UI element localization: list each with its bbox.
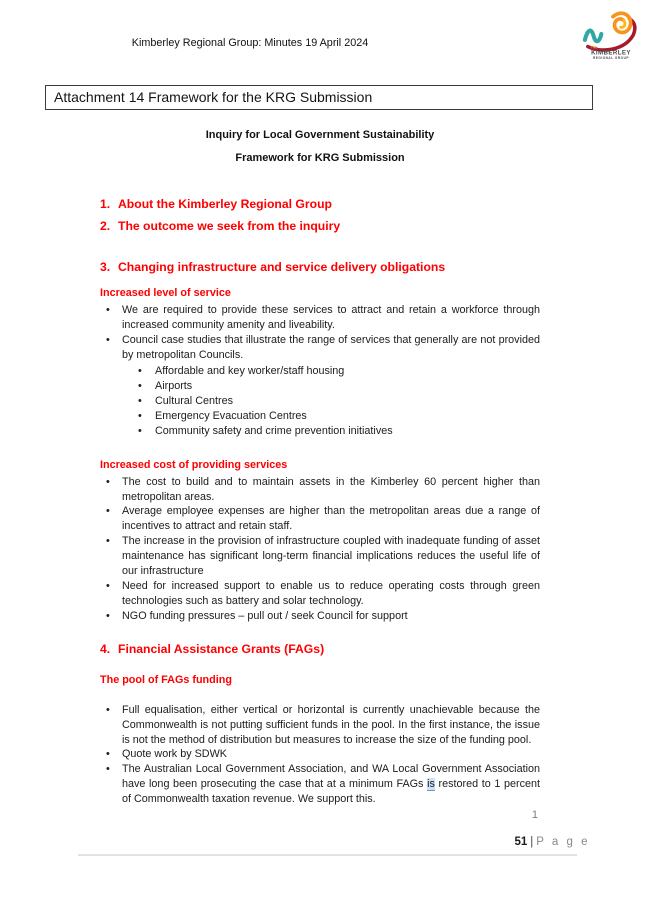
doc-title-line1: Inquiry for Local Government Sustainability (205, 129, 435, 141)
logo-kimberley-label: KIMBERLEY (591, 49, 631, 57)
logo-regional-group-label: REGIONAL GROUP (593, 56, 629, 61)
footer-separator: | (530, 836, 534, 848)
list-item: • NGO funding pressures – pull out / seek Council for support (100, 609, 540, 624)
toc-item-1 (100, 193, 540, 215)
inner-page-number: 1 (531, 809, 538, 822)
header-title: Kimberley Regional Group: Minutes 19 April 2024 (131, 37, 369, 49)
list-item: • Need for increased support to enable us to reduce operating costs through green technologies such as battery and solar technology. (100, 579, 540, 609)
list-item: • Average employee expenses are higher than the metropolitan areas due a range of incentives to attract and retain staff. (100, 504, 540, 534)
document-titles (100, 129, 540, 164)
list-item (100, 762, 540, 807)
footer-page-label (390, 836, 590, 848)
list-item: • Full equalisation, either vertical or horizontal is currently unachievable because the Commonwealth is not putting sufficient funds in the pool. In the first instance, the issue is not the method of distribution but measures to increase the size of the funding pool. (100, 703, 540, 748)
bullet-list-fags (100, 703, 540, 807)
logo-swirl-icon (585, 13, 635, 50)
toc-item-2-title: The outcome we seek from the inquiry (118, 219, 341, 233)
attachment-banner: Attachment 14 Framework for the KRG Submission (45, 85, 593, 110)
sub-list-item: • Affordable and key worker/staff housing (122, 364, 540, 379)
list-item-text: Council case studies that illustrate the range of services that generally are not provided by metropolitan Councils. (122, 333, 540, 361)
subheading-increased-cost-of-services: Increased cost of providing services (100, 458, 288, 471)
toc-item-1-number: 1. (100, 197, 111, 211)
bullet-list-level-of-service (100, 303, 540, 439)
footer-divider (78, 854, 577, 856)
list-item (100, 333, 540, 439)
doc-title-line2: Framework for KRG Submission (235, 152, 405, 164)
sub-list-item: • Community safety and crime prevention initiatives (122, 424, 540, 439)
bullet-list-cost-of-services (100, 475, 540, 624)
sub-list-item: • Airports (122, 379, 540, 394)
toc-item-1-title: About the Kimberley Regional Group (118, 197, 332, 211)
list-item-text-after: restored to 1 percent of Commonwealth taxation revenue. We support this. (122, 778, 540, 806)
footer-page-word: P a g e (536, 836, 590, 848)
sub-bullet-list-services (122, 364, 540, 439)
toc-item-2 (100, 215, 540, 237)
list-item: • The increase in the provision of infrastructure coupled with inadequate funding of asset maintenance has significant long-term financial implications reduces the useful life of our infrastructure (100, 534, 540, 579)
list-item: • Quote work by SDWK (100, 747, 540, 762)
list-item-text-before: The Australian Local Government Association, and WA Local Government Association have long been prosecuting the case that at a minimum FAGs (122, 763, 540, 791)
grammar-marked-word: is (427, 778, 435, 791)
subheading-increased-level-of-service: Increased level of service (100, 287, 231, 299)
section-4-number: 4. (100, 641, 111, 656)
section-3-number: 3. (100, 260, 111, 274)
sub-list-item: • Cultural Centres (122, 394, 540, 409)
subheading-pool-of-fags-funding: The pool of FAGs funding (100, 673, 232, 686)
list-item: • The cost to build and to maintain assets in the Kimberley 60 percent higher than metropolitan areas. (100, 475, 540, 505)
footer-page-number: 51 (514, 836, 528, 848)
section-3-heading (100, 260, 540, 275)
list-item: • We are required to provide these services to attract and retain a workforce through increased community amenity and liveability. (100, 303, 540, 333)
section-3-title: Changing infrastructure and service delivery obligations (118, 260, 446, 274)
document-body (100, 193, 540, 823)
section-4-heading (100, 642, 540, 657)
sub-list-item: • Emergency Evacuation Centres (122, 409, 540, 424)
krg-logo (582, 7, 640, 63)
toc-item-2-number: 2. (100, 219, 111, 233)
section-4-title: Financial Assistance Grants (FAGs) (118, 641, 325, 656)
logo-the-label: THE (590, 45, 598, 50)
